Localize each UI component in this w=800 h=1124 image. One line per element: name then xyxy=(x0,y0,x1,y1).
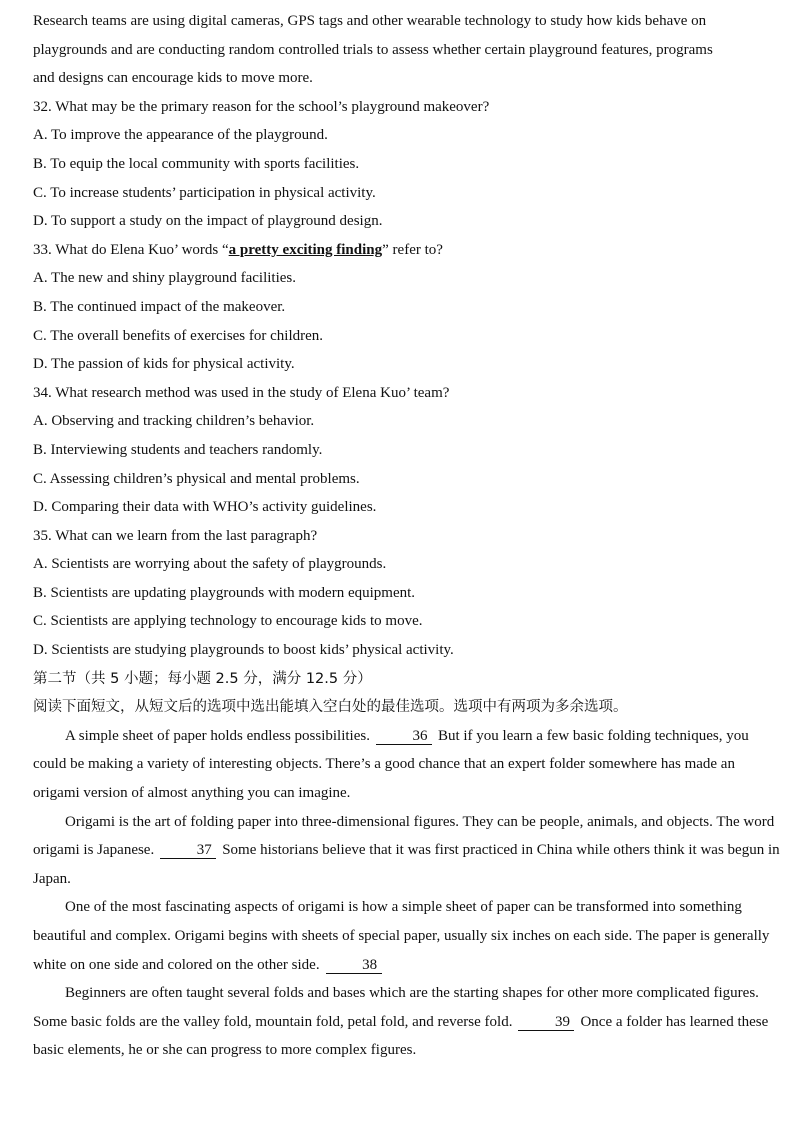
option-d: D. To support a study on the impact of playground design. xyxy=(33,213,383,230)
passage-paragraph-2 xyxy=(33,808,783,894)
option-c: C. Assessing children’s physical and mental problems. xyxy=(33,470,360,487)
question-33 xyxy=(33,236,783,379)
section-instruction: 阅读下面短文，从短文后的选项中选出能填入空白处的最佳选项。选项中有两项为多余选项。 xyxy=(33,699,628,716)
option-a: A. Scientists are worrying about the safety of playgrounds. xyxy=(33,556,387,573)
question-stem: 34. What research method was used in the study of Elena Kuo’ team? xyxy=(33,384,450,401)
option-b: B. Scientists are updating playgrounds with modern equipment. xyxy=(33,584,416,601)
option-c: C. The overall benefits of exercises for children. xyxy=(33,327,324,344)
question-32 xyxy=(33,93,783,236)
stem-text: ” refer to? xyxy=(382,241,443,258)
option-b: B. Interviewing students and teachers randomly. xyxy=(33,441,323,458)
blank-38: 38 xyxy=(326,957,382,974)
question-35 xyxy=(33,522,783,665)
option-c: C. Scientists are applying technology to encourage kids to move. xyxy=(33,613,423,630)
option-b: B. The continued impact of the makeover. xyxy=(33,298,286,315)
option-d: D. Scientists are studying playgrounds to boost kids’ physical activity. xyxy=(33,642,454,659)
section-heading: 第二节（共 5 小题；每小题 2.5 分，满分 12.5 分） xyxy=(33,670,372,687)
option-a: A. To improve the appearance of the playground. xyxy=(33,127,328,144)
option-a: A. Observing and tracking children’s behavior. xyxy=(33,413,315,430)
passage-paragraph-3 xyxy=(33,893,783,979)
question-stem xyxy=(33,236,783,265)
paragraph-text: A simple sheet of paper holds endless possibilities. xyxy=(65,727,370,744)
blank-39: 39 xyxy=(518,1014,574,1031)
option-a: A. The new and shiny playground facilities. xyxy=(33,270,296,287)
passage-paragraph-1 xyxy=(33,722,783,808)
paragraph-text: One of the most fascinating aspects of origami is how a simple sheet of paper can be transformed into something beautiful and complex. Origami begins with sheets of special paper, usually six inches on each side. The paper is generally white on one side and colored on the other side. xyxy=(33,899,770,973)
option-b: B. To equip the local community with sports facilities. xyxy=(33,155,360,172)
paragraph-text: But if you learn a few basic folding techniques, you could be making a variety of interesting objects. There’s a good chance that an expert folder somewhere has made an origami version of almost anything you can imagine. xyxy=(33,727,749,802)
option-d: D. The passion of kids for physical activity. xyxy=(33,356,295,373)
text-line: Research teams are using digital cameras, GPS tags and other wearable technology to study how kids behave on xyxy=(33,13,707,29)
underlined-phrase: a pretty exciting finding xyxy=(228,241,383,258)
paragraph-text: Beginners are often taught several folds and bases which are the starting shapes for other more complicated figures. Some basic folds are the valley fold, mountain fold, petal fold, and reverse fold. xyxy=(33,985,759,1030)
paragraph-text: Once a folder has learned these basic elements, he or she can progress to more complex figures. xyxy=(33,1013,769,1059)
question-stem: 32. What may be the primary reason for the school’s playground makeover? xyxy=(33,98,490,115)
question-34 xyxy=(33,379,783,522)
option-d: D. Comparing their data with WHO’s activity guidelines. xyxy=(33,499,377,516)
paragraph-text: Some historians believe that it was first practiced in China while others think it was begun in Japan. xyxy=(33,842,780,887)
option-c: C. To increase students’ participation in physical activity. xyxy=(33,184,376,201)
exam-page xyxy=(33,7,783,1065)
paragraph-text: Origami is the art of folding paper into three-dimensional figures. They can be people, animals, and objects. The word origami is Japanese. xyxy=(33,813,775,859)
question-stem: 35. What can we learn from the last paragraph? xyxy=(33,527,318,544)
blank-37: 37 xyxy=(160,842,216,859)
text-line: playgrounds and are conducting random controlled trials to assess whether certain playground features, programs xyxy=(33,41,713,58)
stem-text: 33. What do Elena Kuo’ words “ xyxy=(33,241,229,258)
intro-paragraph xyxy=(33,7,783,93)
text-line: and designs can encourage kids to move more. xyxy=(33,70,313,87)
blank-36: 36 xyxy=(376,728,432,745)
passage-paragraph-4 xyxy=(33,979,783,1065)
